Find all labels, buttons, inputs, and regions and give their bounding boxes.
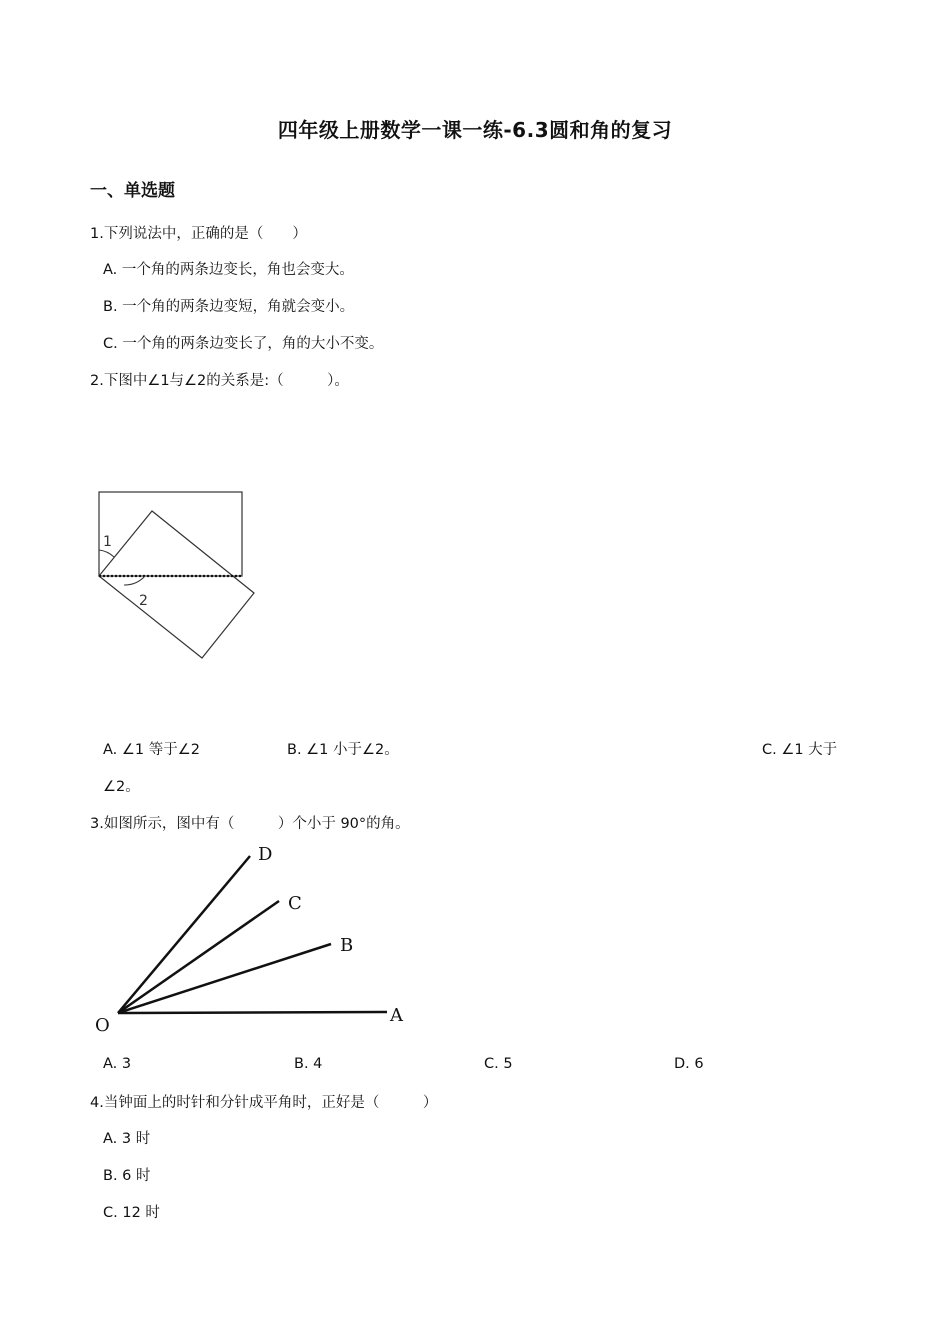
question-3-option-d[interactable]: D. 6: [674, 1056, 704, 1072]
ray-oa: [118, 1012, 387, 1013]
point-d-label: D: [258, 844, 273, 865]
page-title: 四年级上册数学一课一练-6.3圆和角的复习: [277, 118, 673, 142]
ray-ob: [118, 944, 331, 1013]
question-4-option-c[interactable]: C. 12 时: [103, 1205, 160, 1221]
angle-1-label: 1: [103, 534, 112, 550]
question-3-figure: [85, 838, 425, 1038]
point-a-label: A: [390, 1005, 403, 1026]
point-c-label: C: [288, 893, 302, 914]
question-4-stem: 4.当钟面上的时针和分针成平角时，正好是（ ）: [90, 1095, 438, 1111]
angle-1-arc: [99, 550, 114, 557]
section-heading: 一、单选题: [90, 181, 175, 201]
question-3-option-a[interactable]: A. 3: [103, 1056, 132, 1072]
question-2-option-a[interactable]: A. ∠1 等于∠2: [103, 742, 200, 758]
point-o-label: O: [95, 1015, 110, 1036]
question-1-option-c[interactable]: C. 一个角的两条边变长了，角的大小不变。: [103, 336, 384, 352]
question-2-option-c[interactable]: C. ∠1 大于: [762, 742, 838, 758]
question-1-option-b[interactable]: B. 一个角的两条边变短，角就会变小。: [103, 299, 355, 315]
question-3-option-c[interactable]: C. 5: [484, 1056, 513, 1072]
question-4-option-b[interactable]: B. 6 时: [103, 1168, 151, 1184]
question-1-stem: 1.下列说法中，正确的是（ ）: [90, 226, 307, 242]
question-1-option-a[interactable]: A. 一个角的两条边变长，角也会变大。: [103, 262, 354, 278]
folded-rectangle-shape: [99, 511, 254, 658]
question-2-option-b[interactable]: B. ∠1 小于∠2。: [287, 742, 399, 758]
rectangle-shape: [99, 492, 242, 576]
question-2-figure: [85, 485, 265, 665]
question-2-option-c-continued: ∠2。: [103, 779, 140, 795]
question-3-option-b[interactable]: B. 4: [294, 1056, 323, 1072]
angle-2-arc: [124, 576, 145, 585]
question-3-stem: 3.如图所示，图中有（ ）个小于 90°的角。: [90, 816, 410, 832]
angle-2-label: 2: [139, 593, 148, 609]
question-4-option-a[interactable]: A. 3 时: [103, 1131, 151, 1147]
question-2-stem: 2.下图中∠1与∠2的关系是:（ ）。: [90, 373, 349, 389]
point-b-label: B: [340, 935, 354, 956]
